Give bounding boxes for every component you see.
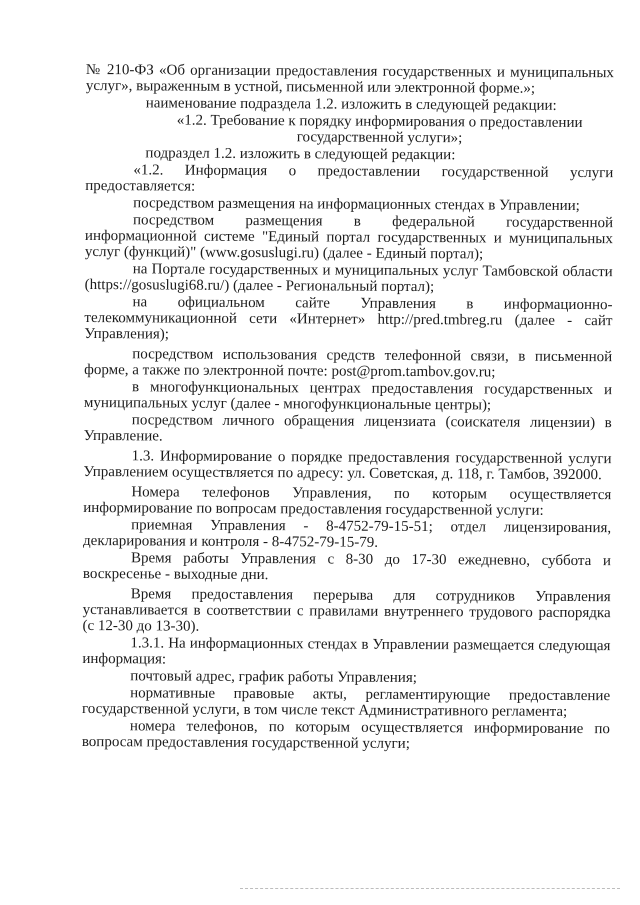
paragraph-rename-subsection: наименование подраздела 1.2. изложить в следующей редакции: [145,95,557,114]
paragraph-phone-list: номера телефонов, по которым осуществляется информирование по вопросам предоставления государственной услуги; [81,718,610,752]
paragraph-phone-email: посредством использования средств телефонной связи, в письменной форме, а также по электронной почте: post@prom.tambov.gov.ru; [84,346,613,381]
paragraph-law-reference: № 210-ФЗ «Об организации предоставления государственных и муниципальных услуг», выраженным в устной, письменной или электронной форме.»; [85,62,614,97]
paragraph-reception: приемная Управления - 8-4752-79-15-51; отдел лицензирования, декларирования и контроля - 8-4752-79-15-79. [83,517,612,551]
document-body [82,62,614,754]
paragraph-mfc: в многофункциональных центрах предоставления государственных и муниципальных услуг (далее - многофункциональные центры); [83,379,613,414]
paragraph-1-3: 1.3. Информирование о порядке предоставления государственной услуги Управлением осуществляется по адресу: ул. Советская, д. 118, г. Тамбов, 392000. [83,448,612,484]
bottom-divider [240,888,620,889]
paragraph-personal-visit: посредством личного обращения лицензиата (соискателя лицензии) в Управление. [83,412,612,445]
paragraph-legal-acts: нормативные правовые акты, регламентирующие предоставление государственной услуги, в том числе текст Административного регламента; [81,685,611,720]
paragraph-phone-numbers: Номера телефонов Управления, по которым осуществляется информирование по вопросам предоставления государственной услуги: [83,484,612,519]
paragraph-1-3-1: 1.3.1. На информационных стендах в Управлении размещается следующая информация: [82,635,611,668]
paragraph-unified-portal: посредством размещения в федеральной государственной информационной системе "Единый портал государственных и муниципальных услуг (функций)" (www.gosuslugi.ru) (далее - Единый портал); [84,212,614,263]
paragraph-subsection-edit: подраздел 1.2. изложить в следующей редакции: [145,145,456,164]
paragraph-official-site: на официальном сайте Управления в информационно-телекоммуникационной сети «Интернет» http://pred.tmbreg.ru (далее - сайт Управления); [84,294,613,343]
paragraph-break-time: Время предоставления перерыва для сотрудников Управления устанавливается в соответствии с правилами внутреннего трудового распорядка (с 12-30 до 13-30). [82,586,611,635]
paragraph-1-2: «1.2. Информация о предоставлении государственной услуги предоставляется: [85,162,614,195]
paragraph-working-hours: Время работы Управления с 8-30 до 17-30 ежедневно, суббота и воскресенье - выходные дни. [82,550,612,584]
paragraph-postal-address: почтовый адрес, график работы Управления; [130,668,417,687]
paragraph-info-stands: посредством размещения на информационных стендах в Управлении; [133,195,580,215]
paragraph-subsection-title: «1.2. Требование к порядку информирования о предоставлении государственной услуги»; [176,112,583,147]
paragraph-regional-portal: на Портале государственных и муниципальных услуг Тамбовской области (https://gosuslugi68.ru/) (далее - Региональный портал); [84,261,613,296]
